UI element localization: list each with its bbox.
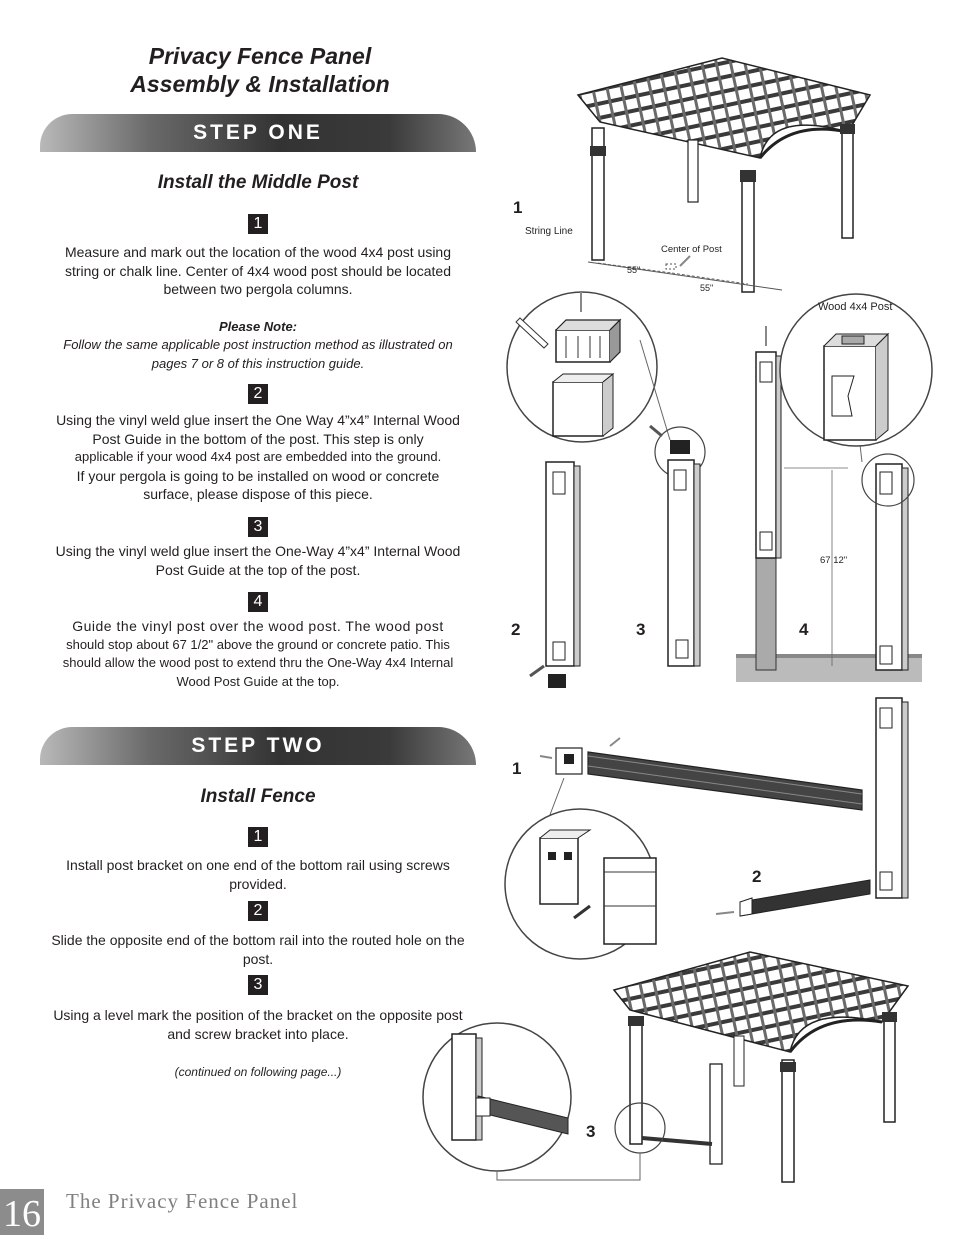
bottom-rail-illustration xyxy=(540,738,862,810)
step-two-banner-label: STEP TWO xyxy=(191,734,325,757)
step-one-item-4-text-b: should stop about 67 1/2" above the ground or concrete patio. This should allow the wood post to extend thru the One-Way 4x4 Internal Wood Post Guide at the top. xyxy=(62,636,454,689)
step-one-item-2-text-b: applicable if your wood 4x4 post are embedded into the ground. xyxy=(74,449,442,465)
string-line-label: String Line xyxy=(525,226,573,237)
fig-step1-label-4: 4 xyxy=(799,620,809,639)
bracket-detail-circle xyxy=(505,809,656,959)
fig-step2-label-1: 1 xyxy=(512,759,522,778)
vinyl-post-3 xyxy=(668,460,700,666)
step-one-item-1-text: Measure and mark out the location of the wood 4x4 post using string or chalk line. Center of 4x4 wood post should be located between two pergola columns. xyxy=(64,244,451,298)
post-and-rail-step2 xyxy=(716,698,908,916)
step-one-item-3-text: Using the vinyl weld glue insert the One-Way 4”x4” Internal Wood Post Guide at the top of the post. xyxy=(55,543,461,578)
center-of-post-label: Center of Post xyxy=(661,244,722,255)
fig-step1-label-1: 1 xyxy=(513,198,523,217)
wood-post-detail-circle xyxy=(780,294,932,446)
rail-bracket-detail-circle xyxy=(423,1023,571,1171)
height-67-label: 67 12" xyxy=(820,555,848,566)
wood-post-label: Wood 4x4 Post xyxy=(818,301,893,313)
step-one-item-2-text-a: Using the vinyl weld glue insert the One Way 4”x4” Internal Wood Post Guide in the bottom of the post. This step is only xyxy=(56,412,460,447)
step-one-item-4-text-a: Guide the vinyl post over the wood post. The wood post xyxy=(72,618,444,634)
step-one-item-2-number: 2 xyxy=(248,384,268,404)
dim-55-left: 55" xyxy=(627,265,641,275)
pergola-illustration-top xyxy=(578,58,870,292)
post-guide-detail-circle xyxy=(507,292,657,442)
pergola-illustration-bottom xyxy=(614,952,908,1182)
fig-step2-label-3: 3 xyxy=(586,1122,596,1141)
step-one-item-1-number: 1 xyxy=(248,214,268,234)
step-two-item-1-number: 1 xyxy=(248,827,268,847)
step-one-item-2-text-c: If your pergola is going to be installed on wood or concrete surface, please dispose of this piece. xyxy=(76,467,440,503)
step-two-item-2-number: 2 xyxy=(248,901,268,921)
note-title: Please Note: xyxy=(218,319,298,334)
step-one-banner-label: STEP ONE xyxy=(193,121,323,144)
footer-title: The Privacy Fence Panel xyxy=(66,1189,299,1213)
step-one-item-3-number: 3 xyxy=(248,517,268,537)
fig-step1-label-3: 3 xyxy=(636,620,646,639)
vinyl-post-2 xyxy=(530,462,580,688)
page-title-line2: Assembly & Installation xyxy=(130,71,390,97)
step-one-item-4-number: 4 xyxy=(248,592,268,612)
step-two-item-1-text: Install post bracket on one end of the bottom rail using screws provided. xyxy=(66,857,450,892)
step-one-subtitle: Install the Middle Post xyxy=(157,172,359,193)
note-text: Follow the same applicable post instruction method as illustrated on pages 7 or 8 of this instruction guide. xyxy=(63,337,453,371)
fig-step2-label-2: 2 xyxy=(752,867,762,886)
step-two-subtitle: Install Fence xyxy=(200,786,316,807)
page-title-line1: Privacy Fence Panel xyxy=(148,43,372,69)
step-two-item-2-text: Slide the opposite end of the bottom rail into the routed hole on the post. xyxy=(51,932,465,967)
step-two-item-3-number: 3 xyxy=(248,975,268,995)
fig-step1-label-2: 2 xyxy=(511,620,521,639)
continued-note: (continued on following page...) xyxy=(174,1065,342,1079)
page-number: 16 xyxy=(0,1189,44,1235)
step-two-item-3-text: Using a level mark the position of the bracket on the opposite post and screw bracket into place. xyxy=(53,1007,463,1042)
dim-55-right: 55" xyxy=(700,283,714,293)
